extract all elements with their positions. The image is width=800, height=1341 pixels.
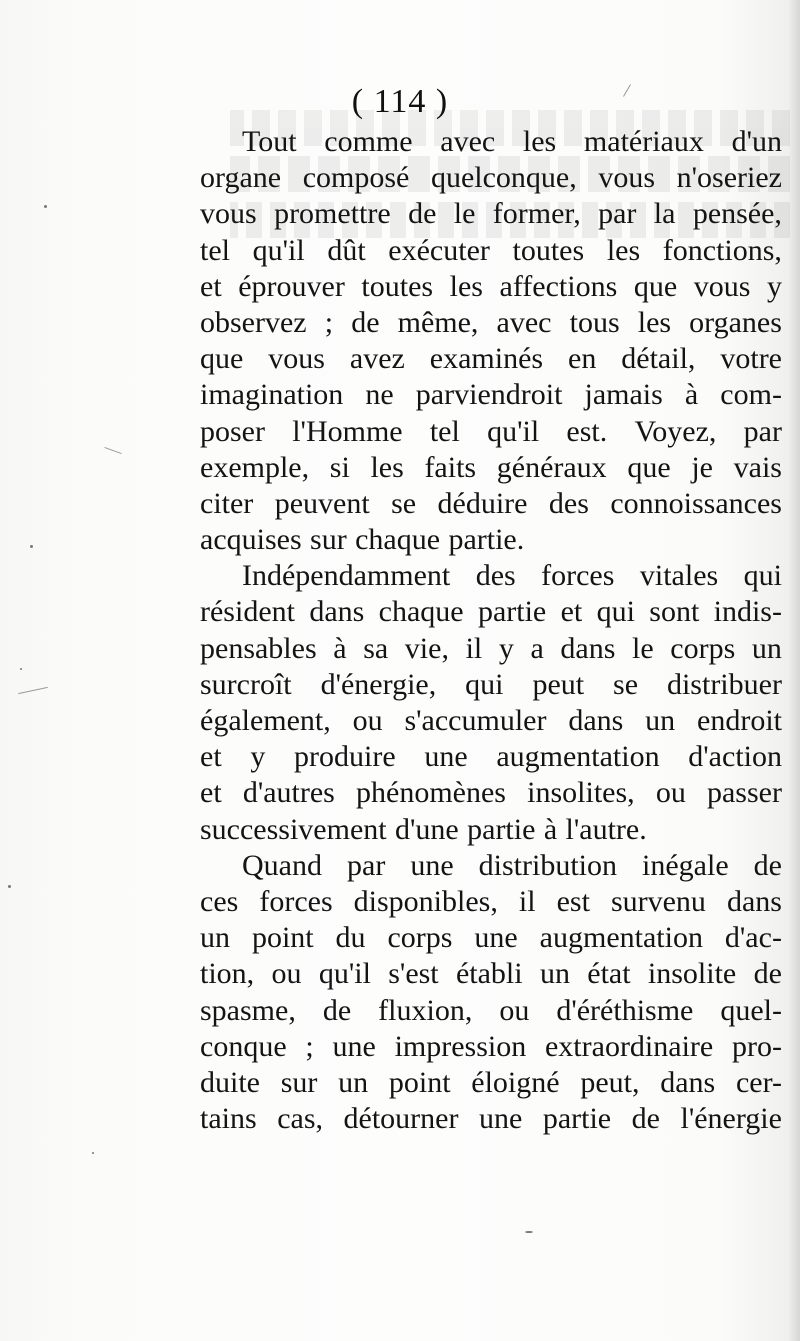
word: peuvent bbox=[274, 486, 370, 520]
word: de bbox=[322, 993, 352, 1027]
text-line bbox=[200, 1029, 782, 1065]
scan-scratch bbox=[104, 447, 121, 454]
word: parviendroit bbox=[415, 378, 563, 412]
word: que bbox=[200, 342, 244, 376]
word: augmentation bbox=[496, 740, 660, 774]
word: insolite bbox=[647, 957, 737, 991]
word: tion, bbox=[200, 957, 255, 991]
word: généraux bbox=[496, 450, 607, 484]
word: par bbox=[598, 197, 637, 231]
word: l'énergie bbox=[680, 1102, 782, 1136]
word: vie, bbox=[404, 631, 449, 665]
text-line bbox=[200, 377, 782, 413]
word: le bbox=[453, 197, 476, 231]
word: ou bbox=[352, 704, 383, 737]
text-line bbox=[200, 848, 782, 884]
text-line bbox=[200, 956, 782, 992]
word: et bbox=[200, 269, 222, 303]
word: des bbox=[548, 486, 589, 520]
word: par bbox=[347, 848, 386, 882]
word: tel bbox=[429, 414, 460, 448]
scan-speck bbox=[30, 545, 33, 548]
word: a bbox=[530, 631, 544, 665]
text-line bbox=[200, 233, 782, 269]
word: Indépendamment bbox=[242, 559, 451, 593]
word: sur bbox=[280, 1065, 318, 1099]
word: ces bbox=[200, 884, 239, 918]
word: chaque bbox=[378, 595, 464, 629]
word: il bbox=[465, 631, 483, 665]
word: imagination bbox=[200, 378, 344, 412]
text-line bbox=[200, 414, 782, 450]
text-line bbox=[200, 812, 782, 848]
word: les bbox=[637, 305, 672, 339]
word: tous bbox=[569, 305, 620, 339]
word: ; bbox=[324, 305, 334, 339]
text-line bbox=[200, 775, 782, 811]
word: connoissances bbox=[610, 486, 782, 520]
word: en bbox=[568, 342, 597, 376]
word: d'éréthisme bbox=[556, 993, 694, 1027]
word: un bbox=[751, 631, 782, 665]
word: une bbox=[478, 1102, 523, 1136]
word: par bbox=[743, 414, 782, 448]
word: sur bbox=[310, 523, 347, 557]
scan-speck bbox=[44, 205, 47, 208]
scan-speck bbox=[525, 1231, 533, 1233]
word: ou bbox=[271, 957, 302, 991]
text-line bbox=[200, 667, 782, 703]
word: détail, bbox=[621, 342, 696, 376]
word: inégale bbox=[642, 848, 729, 882]
word: y bbox=[766, 269, 782, 303]
word: quel- bbox=[720, 993, 782, 1027]
word: vais bbox=[733, 450, 782, 484]
word: de bbox=[351, 305, 380, 339]
word: état bbox=[587, 957, 631, 991]
word: corps bbox=[670, 631, 736, 665]
text-line bbox=[200, 631, 782, 667]
word: survenu bbox=[610, 884, 706, 918]
word: Voyez, bbox=[634, 414, 717, 448]
word: sa bbox=[363, 631, 389, 665]
word: fluxion, bbox=[378, 993, 473, 1027]
word: un bbox=[338, 1065, 369, 1099]
page-edge-shadow bbox=[788, 0, 800, 1341]
word: extraordinaire bbox=[544, 1029, 714, 1063]
word: chaque bbox=[355, 523, 441, 557]
word: pensables bbox=[200, 631, 317, 665]
word: acquises bbox=[200, 523, 302, 557]
word: cer- bbox=[735, 1065, 782, 1099]
word: à bbox=[543, 812, 558, 846]
word: un bbox=[200, 921, 230, 955]
word: je bbox=[691, 450, 713, 484]
scan-scratch bbox=[18, 687, 48, 694]
word: tel bbox=[200, 233, 230, 267]
word: fonctions, bbox=[662, 233, 782, 267]
word: promettre bbox=[274, 197, 391, 231]
word: Quand bbox=[242, 848, 322, 882]
text-line bbox=[200, 522, 782, 558]
word: même, bbox=[397, 305, 479, 339]
text-line bbox=[200, 594, 782, 630]
text-line bbox=[200, 1101, 782, 1137]
word: les bbox=[370, 450, 404, 484]
word: Tout bbox=[242, 125, 297, 158]
word: avec bbox=[496, 305, 552, 339]
word: du bbox=[335, 921, 366, 955]
text-line bbox=[200, 739, 782, 775]
word: se bbox=[391, 486, 417, 520]
word: poser bbox=[200, 414, 265, 448]
word: phénomènes bbox=[356, 776, 506, 810]
word: surcroît bbox=[200, 667, 292, 701]
word: successivement bbox=[200, 812, 387, 846]
word: qui bbox=[465, 667, 504, 701]
word: des bbox=[475, 559, 516, 593]
word: corps bbox=[387, 921, 453, 955]
word: forces bbox=[541, 559, 615, 593]
word: organes bbox=[689, 305, 782, 339]
word: d'une bbox=[395, 812, 459, 846]
word: matériaux bbox=[583, 125, 704, 158]
word: qu'il bbox=[252, 233, 305, 267]
word: duite bbox=[200, 1065, 260, 1099]
word: dans bbox=[726, 884, 782, 918]
scan-speck bbox=[8, 885, 11, 888]
word: impression bbox=[394, 1029, 527, 1063]
word: à bbox=[684, 378, 699, 412]
word: quelconque, bbox=[430, 161, 577, 195]
text-line bbox=[200, 703, 782, 739]
word: les bbox=[449, 269, 483, 303]
word: se bbox=[613, 667, 639, 701]
word: conque bbox=[200, 1029, 287, 1063]
word: dût bbox=[327, 233, 366, 267]
word: une bbox=[332, 1029, 376, 1063]
word: forces bbox=[259, 884, 333, 918]
word: vous bbox=[598, 161, 656, 195]
word: dans bbox=[568, 704, 624, 737]
word: indis- bbox=[713, 595, 782, 629]
text-line bbox=[200, 124, 782, 160]
word: à bbox=[333, 631, 347, 665]
text-line bbox=[200, 341, 782, 377]
word: d'ac- bbox=[724, 921, 782, 955]
word: un bbox=[539, 957, 570, 991]
word: que bbox=[633, 269, 678, 303]
word: avec bbox=[440, 125, 496, 158]
word: partie. bbox=[448, 523, 525, 557]
word: il bbox=[518, 884, 536, 918]
word: et bbox=[200, 776, 222, 810]
word: vous bbox=[693, 269, 751, 303]
word: point bbox=[388, 1065, 451, 1099]
word: exécuter bbox=[388, 233, 490, 267]
word: est bbox=[556, 884, 590, 918]
word: citer bbox=[200, 486, 254, 520]
word: former, bbox=[492, 197, 581, 231]
word: affections bbox=[499, 269, 618, 303]
word: avez bbox=[349, 342, 405, 376]
word: éloigné bbox=[471, 1065, 560, 1099]
word: augmentation bbox=[539, 921, 703, 955]
word: si bbox=[329, 450, 350, 484]
word: examinés bbox=[429, 342, 544, 376]
word: faits bbox=[424, 450, 477, 484]
word: vitales bbox=[639, 559, 719, 593]
body-text bbox=[200, 124, 782, 1137]
word: une bbox=[474, 921, 518, 955]
word: déduire bbox=[437, 486, 528, 520]
text-line bbox=[200, 305, 782, 341]
word: de bbox=[753, 848, 782, 882]
word: passer bbox=[706, 776, 782, 810]
word: est. bbox=[566, 414, 608, 448]
page-number: ( 114 ) bbox=[351, 83, 449, 120]
word: un bbox=[645, 704, 676, 737]
word: qu'il bbox=[318, 957, 371, 991]
text-line bbox=[200, 160, 782, 196]
word: n'oseriez bbox=[676, 161, 782, 195]
word: le bbox=[632, 631, 654, 665]
word: insolites, bbox=[527, 776, 635, 810]
word: peut, bbox=[580, 1065, 640, 1099]
word: ou bbox=[655, 776, 686, 810]
word: y bbox=[498, 631, 514, 665]
word: l'Homme bbox=[292, 414, 403, 448]
word: comme bbox=[324, 125, 413, 158]
text-line bbox=[200, 1065, 782, 1101]
word: qui bbox=[743, 559, 782, 593]
word: produire bbox=[294, 740, 396, 774]
text-line bbox=[200, 920, 782, 956]
scan-speck bbox=[20, 668, 22, 670]
word: d'énergie, bbox=[320, 667, 437, 701]
word: que bbox=[627, 450, 671, 484]
word: vous bbox=[200, 197, 257, 231]
word: dans bbox=[309, 595, 365, 629]
word: d'autres bbox=[242, 776, 335, 810]
word: y bbox=[250, 740, 266, 774]
word: pensée, bbox=[692, 197, 782, 231]
text-line bbox=[200, 269, 782, 305]
word: et bbox=[200, 740, 222, 774]
word: observez bbox=[200, 305, 307, 339]
word: l'autre. bbox=[565, 812, 647, 846]
word: s'est bbox=[388, 957, 439, 991]
word: spasme, bbox=[200, 993, 296, 1027]
text-line bbox=[200, 196, 782, 232]
text-line bbox=[200, 993, 782, 1029]
word: la bbox=[653, 197, 676, 231]
word: dans bbox=[560, 631, 616, 665]
word: pro- bbox=[731, 1029, 782, 1063]
word: vous bbox=[268, 342, 325, 376]
text-line bbox=[200, 450, 782, 486]
word: établi bbox=[455, 957, 523, 991]
word: partie bbox=[542, 1102, 612, 1136]
word: exemple, bbox=[200, 450, 310, 484]
word: organe bbox=[200, 161, 282, 195]
word: de bbox=[631, 1102, 660, 1136]
word: ne bbox=[365, 378, 394, 412]
word: toutes bbox=[361, 269, 434, 303]
word: dans bbox=[660, 1065, 716, 1099]
word: votre bbox=[720, 342, 782, 376]
word: les bbox=[522, 125, 557, 158]
word: jamais bbox=[584, 378, 663, 412]
word: détourner bbox=[343, 1102, 459, 1136]
word: une bbox=[424, 740, 468, 774]
word: et bbox=[560, 595, 583, 629]
word: endroit bbox=[697, 704, 782, 737]
word: qui bbox=[596, 595, 635, 629]
word: cas, bbox=[277, 1102, 323, 1136]
word: ou bbox=[499, 993, 530, 1027]
word: d'action bbox=[688, 740, 782, 774]
word: tains bbox=[200, 1102, 257, 1136]
word: distribution bbox=[478, 848, 618, 882]
word: com- bbox=[720, 378, 782, 412]
word: de bbox=[408, 197, 437, 231]
word: partie bbox=[467, 812, 536, 846]
word: également, bbox=[200, 704, 331, 737]
scan-speck bbox=[92, 1152, 94, 1154]
word: d'un bbox=[731, 125, 782, 158]
word: point bbox=[251, 921, 314, 955]
text-line bbox=[200, 558, 782, 594]
word: de bbox=[753, 957, 782, 991]
word: s'accumuler bbox=[404, 704, 547, 737]
word: composé bbox=[302, 161, 410, 195]
word: distribuer bbox=[666, 667, 782, 701]
word: sont bbox=[649, 595, 700, 629]
word: une bbox=[410, 848, 454, 882]
word: partie bbox=[477, 595, 547, 629]
word: disponibles, bbox=[353, 884, 498, 918]
word: éprouver bbox=[238, 269, 345, 303]
word: ; bbox=[305, 1029, 314, 1063]
text-line bbox=[200, 884, 782, 920]
word: peut bbox=[532, 667, 585, 701]
word: toutes bbox=[512, 233, 585, 267]
word: résident bbox=[200, 595, 295, 629]
word: les bbox=[606, 233, 641, 267]
text-line bbox=[200, 486, 782, 522]
word: qu'il bbox=[487, 414, 540, 448]
